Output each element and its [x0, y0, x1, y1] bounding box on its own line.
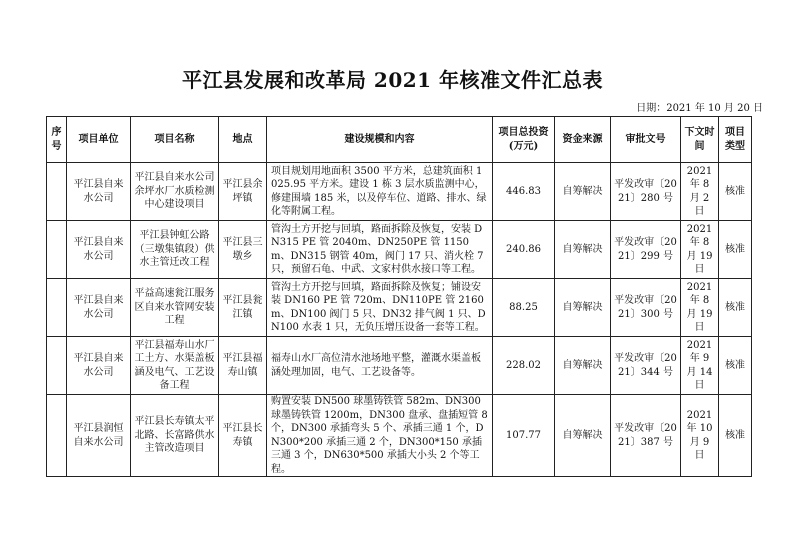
cell-doc-no: 平发改审〔2021〕299 号 [611, 221, 681, 279]
cell-investment: 88.25 [493, 279, 555, 337]
cell-funding: 自筹解决 [555, 279, 611, 337]
cell-scale: 管沟土方开挖与回填，路面拆除及恢复，安装 DN315 PE 管 2040m、DN250PE 管 1150m、DN315 钢管 40m，阀门 17 只、消火栓 7 只，预留石龟、中武、文家村供水接口等工程。 [267, 221, 493, 279]
cell-location: 平江县余坪镇 [219, 163, 267, 221]
header-funding: 资金来源 [555, 117, 611, 163]
cell-doc-no: 平发改审〔2021〕280 号 [611, 163, 681, 221]
header-unit: 项目单位 [67, 117, 131, 163]
cell-type: 核准 [719, 395, 752, 477]
header-seq: 序号 [47, 117, 67, 163]
document-date: 日期：2021 年 10 月 20 日 [636, 103, 763, 114]
cell-investment: 107.77 [493, 395, 555, 477]
cell-location: 平江县福寿山镇 [219, 337, 267, 395]
table-row [47, 395, 752, 477]
cell-unit: 平江县自来水公司 [67, 163, 131, 221]
document-title: 平江县发展和改革局 2021 年核准文件汇总表 [181, 68, 604, 92]
cell-name: 平江县自来水公司余坪水厂水质检测中心建设项目 [131, 163, 219, 221]
cell-unit: 平江县自来水公司 [67, 279, 131, 337]
cell-seq [47, 337, 67, 395]
cell-location: 平江县三墩乡 [219, 221, 267, 279]
cell-funding: 自筹解决 [555, 221, 611, 279]
table-row [47, 163, 752, 221]
cell-unit: 平江县自来水公司 [67, 337, 131, 395]
cell-scale: 项目规划用地面积 3500 平方米，总建筑面积 1025.95 平方米。建设 1 栋 3 层水质监测中心，修建围墙 185 米，以及停车位、道路、排水、绿化等附属工程。 [267, 163, 493, 221]
header-location: 地点 [219, 117, 267, 163]
cell-seq [47, 395, 67, 477]
cell-type: 核准 [719, 279, 752, 337]
cell-doc-no: 平发改审〔2021〕344 号 [611, 337, 681, 395]
table-row [47, 221, 752, 279]
header-doc-no: 审批文号 [611, 117, 681, 163]
cell-location: 平江县瓮江镇 [219, 279, 267, 337]
cell-unit: 平江县自来水公司 [67, 221, 131, 279]
cell-scale: 管沟土方开挖与回填，路面拆除及恢复；铺设安装 DN160 PE 管 720m、DN110PE 管 2160m、DN100 阀门 5 只、DN32 排气阀 1 只、DN100 水表 1 只，无负压增压设备一套等工程。 [267, 279, 493, 337]
cell-investment: 446.83 [493, 163, 555, 221]
cell-investment: 228.02 [493, 337, 555, 395]
cell-type: 核准 [719, 163, 752, 221]
header-name: 项目名称 [131, 117, 219, 163]
cell-seq [47, 163, 67, 221]
cell-funding: 自筹解决 [555, 163, 611, 221]
cell-name: 平江县福寿山水厂工土方、水渠盖板涵及电气、工艺设备工程 [131, 337, 219, 395]
cell-issue-date: 2021 年 8 月 2 日 [681, 163, 719, 221]
cell-location: 平江县长寿镇 [219, 395, 267, 477]
cell-funding: 自筹解决 [555, 395, 611, 477]
cell-name: 平江县钟虹公路（三墩集镇段）供水主管迁改工程 [131, 221, 219, 279]
table-header-row [47, 117, 752, 163]
cell-name: 平益高速瓮江服务区自来水管网安装工程 [131, 279, 219, 337]
cell-type: 核准 [719, 337, 752, 395]
header-investment: 项目总投资(万元) [493, 117, 555, 163]
header-type: 项目类型 [719, 117, 752, 163]
approval-summary-table [46, 116, 752, 477]
cell-issue-date: 2021 年 10 月 9 日 [681, 395, 719, 477]
cell-issue-date: 2021 年 8 月 19 日 [681, 279, 719, 337]
cell-funding: 自筹解决 [555, 337, 611, 395]
cell-scale: 购置安装 DN500 球墨铸铁管 582m、DN300 球墨铸铁管 1200m，DN300 盘承、盘插短管 8 个，DN300 承插弯头 5 个、承插三通 1 个，DN300*200 承插三通 2 个，DN300*150 承插三通 3 个，DN630*500 承插大小头 2 个等工程。 [267, 395, 493, 477]
cell-doc-no: 平发改审〔2021〕300 号 [611, 279, 681, 337]
table-row [47, 337, 752, 395]
cell-seq [47, 279, 67, 337]
cell-seq [47, 221, 67, 279]
cell-scale: 福寿山水厂高位清水池场地平整，灌溉水渠盖板涵处理加固，电气、工艺设备等。 [267, 337, 493, 395]
cell-doc-no: 平发改审〔2021〕387 号 [611, 395, 681, 477]
cell-investment: 240.86 [493, 221, 555, 279]
header-scale: 建设规模和内容 [267, 117, 493, 163]
header-issue-date: 下文时间 [681, 117, 719, 163]
cell-issue-date: 2021 年 8 月 19 日 [681, 221, 719, 279]
cell-unit: 平江县润恒自来水公司 [67, 395, 131, 477]
table-row [47, 279, 752, 337]
cell-name: 平江县长寿镇太平北路、长富路供水主管改造项目 [131, 395, 219, 477]
cell-type: 核准 [719, 221, 752, 279]
cell-issue-date: 2021 年 9 月 14 日 [681, 337, 719, 395]
